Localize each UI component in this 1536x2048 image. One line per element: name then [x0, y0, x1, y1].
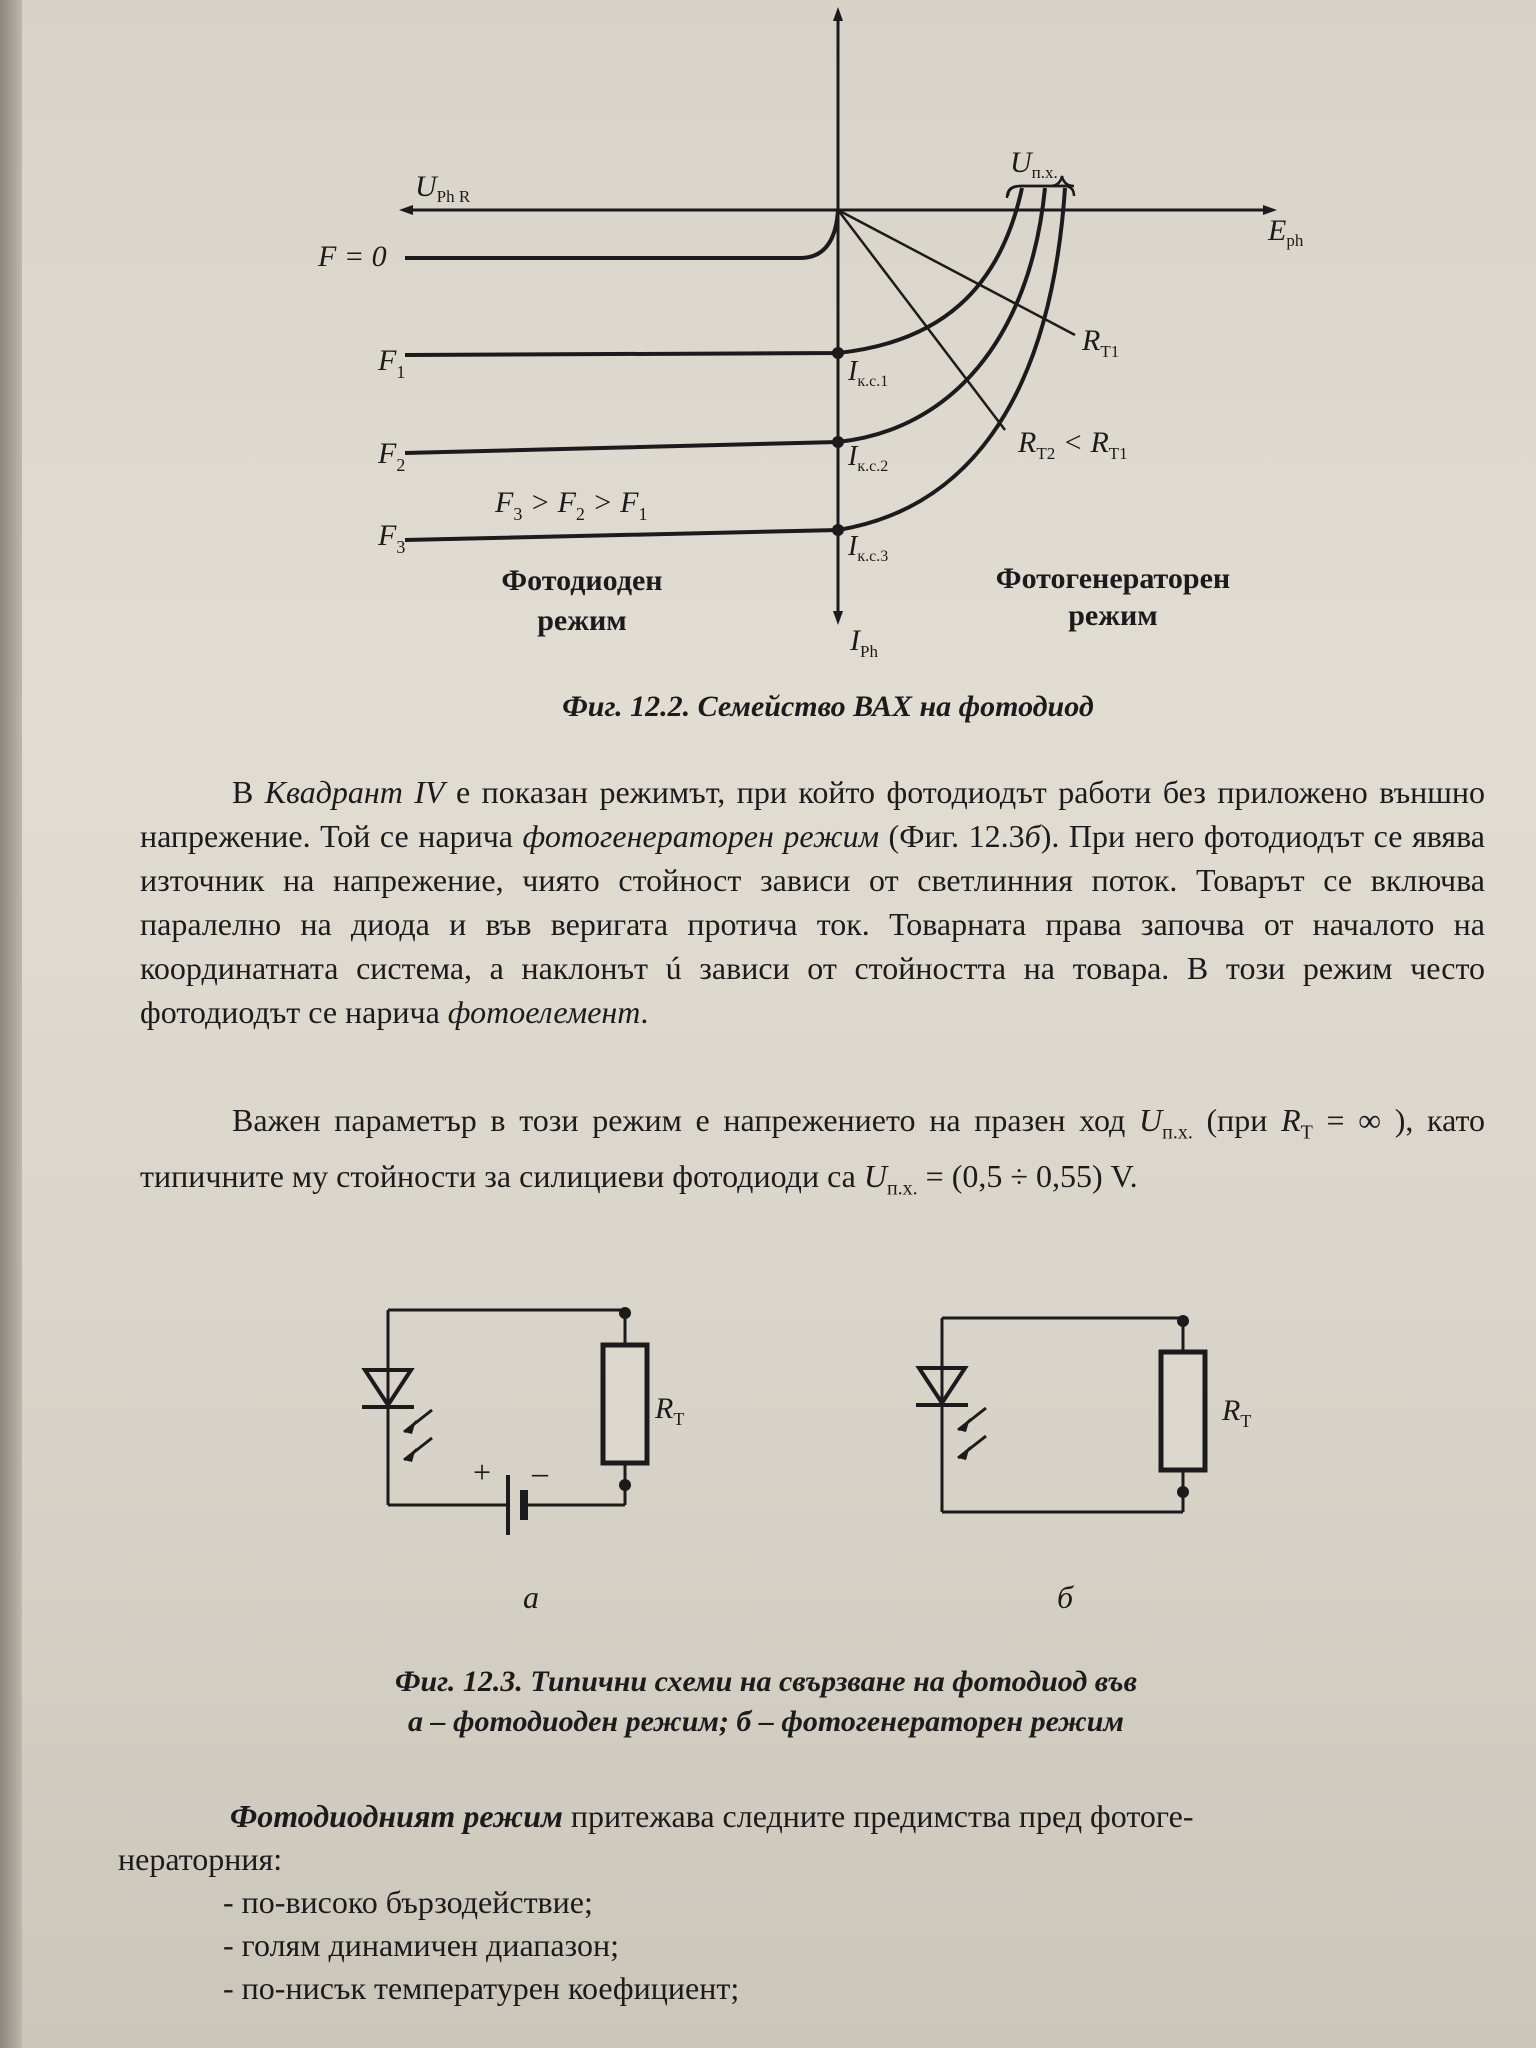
label-rt-b: $R_T$ [1222, 1394, 1252, 1431]
point-ikc3 [832, 524, 844, 536]
label-ikc1: $I_{к.с.1}$ [848, 356, 889, 390]
point-ikc1 [832, 347, 844, 359]
figure-12-3-caption-line1: Фиг. 12.3. Типични схеми на свързване на фотодиод във [394, 1665, 1138, 1698]
label-photodiode-mode-2: режим [537, 604, 627, 637]
photodiode-a-icon [362, 1370, 432, 1462]
label-photogenerator-mode-2: режим [1068, 599, 1158, 632]
label-rt-a: $R_T$ [655, 1392, 685, 1429]
load-line-rt2 [838, 210, 1005, 430]
label-rt2: $R_{T2} < R_{T1}$ [1018, 426, 1128, 463]
label-f0: F = 0 [318, 240, 387, 273]
circuit-a [362, 1307, 684, 1615]
label-f3: $F_3$ [378, 519, 406, 557]
label-ikc2: $I_{к.с.2}$ [848, 441, 889, 475]
label-photodiode-mode: Фотодиоден [501, 564, 663, 597]
resistor-a [603, 1345, 647, 1463]
label-e-ph: $E_{ph}$ [1268, 214, 1304, 250]
label-circuit-b: б [1057, 1579, 1074, 1615]
label-f2: $F_2$ [378, 437, 406, 475]
resistor-b [1161, 1352, 1205, 1470]
curve-f0 [405, 210, 838, 258]
figure-12-2-caption: Фиг. 12.2. Семейство ВАХ на фотодиод [562, 690, 1094, 723]
battery-plus: + [473, 1454, 492, 1490]
photodiode-b-icon [916, 1368, 986, 1460]
curve-f2 [405, 188, 1045, 453]
label-flux-inequality: $F_3 > F_2 > F_1$ [495, 486, 648, 524]
list-item: - голям динамичен диапазон; [223, 1927, 620, 1963]
circuit-b [916, 1315, 1251, 1615]
point-ikc2 [832, 436, 844, 448]
paragraph3-continuation: нераторния: [118, 1841, 283, 1877]
label-ikc3: $I_{к.с.3}$ [848, 531, 889, 565]
advantages-section: Фотодиодният режим притежава следните предимства пред фотоге- нераторния: - по-високо бързодействие; - голям динамичен диапазон; - по-нисък температурен коефициент; [118, 1795, 1498, 2010]
paragraph-photogenerator-mode: В Квадрант IV е показан режимът, при който фотодиодът работи без приложено външно напрежение. Той се нарича фотогенераторен режим (Фиг. 12.3б). При него фотодиодът се явява източник на напрежение, чиято стойност зависи от светлинния поток. Товарът се включва паралелно на диода и във веригата протича ток. Товарната права започва от началото на координатната система, а наклонът ú зависи от стойността на товара. В този режим често фотодиодът се нарича фотоелемент. [140, 774, 1486, 1030]
list-item: - по-високо бързодействие; [223, 1884, 593, 1920]
connection-schemes-figure [0, 1290, 1536, 1620]
iv-characteristics-figure [0, 0, 1536, 720]
label-circuit-a: а [523, 1579, 539, 1615]
figure-12-3-caption-line2: а – фотодиоден режим; б – фотогенераторен режим [408, 1705, 1124, 1738]
label-u-px: $U_{п.х.}$ [1010, 146, 1058, 182]
battery-icon [508, 1475, 524, 1535]
label-f1: $F_1$ [378, 344, 406, 382]
battery-minus: – [532, 1454, 548, 1490]
list-item: - по-нисък температурен коефициент; [223, 1970, 740, 2006]
label-rt1: $R_{T1}$ [1082, 324, 1120, 361]
paragraph-open-circuit-voltage: Важен параметър в този режим е напрежението на празен ход $U_{п.х.}$ (при $R_T$ = ∞ ), като типичните му стойности за силициеви фотодиоди са $U_{п.х.} = (0,5 \div 0,55)$ V. [140, 1102, 1486, 1200]
photodiode-mode-term: Фотодиодният режим [230, 1798, 563, 1834]
label-u-ph-r: $U_{Ph R}$ [415, 170, 471, 206]
label-i-ph: $I_{Ph}$ [850, 624, 878, 661]
label-photogenerator-mode: Фотогенераторен [995, 562, 1231, 595]
